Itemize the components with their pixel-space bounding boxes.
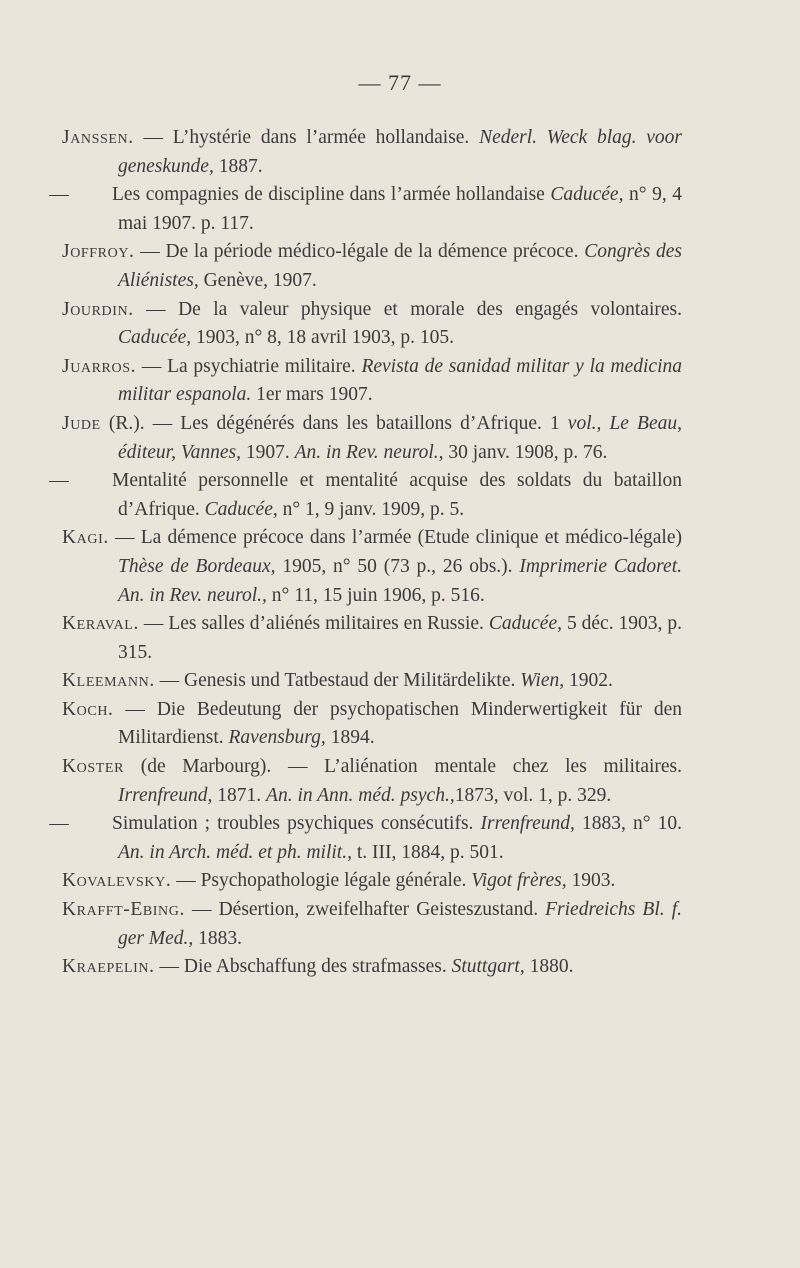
entry-source: Wien, — [520, 670, 565, 692]
entry-text: 1905, n° 50 (73 p., 26 obs.). — [275, 555, 520, 577]
entry-text: 1907. — [240, 441, 295, 463]
entry-text: 1871. — [212, 784, 267, 806]
entry-author: Jourdin. — [62, 298, 134, 320]
entry-author: Kraepelin. — [62, 956, 155, 978]
entry-source: An. in Ann. méd. psych., — [266, 784, 455, 806]
entry-source: Friedreichs Bl. f. ger Med., — [118, 899, 682, 949]
entry-author: Kleemann. — [62, 670, 155, 692]
bibliography-entry — [62, 867, 682, 896]
entry-text: (R.). — Les dégénérés dans les bataillons d’Afrique. 1 — [100, 412, 568, 434]
entry-text: t. III, 1884, p. 501. — [351, 841, 504, 863]
bibliography-entry — [62, 753, 682, 810]
repeat-author-dash: — — [49, 470, 69, 492]
bibliography-entry — [62, 524, 682, 610]
entry-author: Kagi. — [62, 527, 109, 549]
bibliography-entry — [62, 667, 682, 696]
bibliography-entry — [49, 181, 682, 238]
entry-source: Nederl. Weck blag. voor geneskunde, — [118, 127, 683, 177]
entry-text: n° 11, 15 juin 1906, p. 516. — [266, 584, 485, 606]
entry-text: 1902. — [564, 670, 613, 692]
bibliography-entry — [62, 353, 682, 410]
entry-text: 30 janv. 1908, p. 76. — [443, 441, 608, 463]
repeat-author-dash: — — [49, 813, 69, 835]
entry-text: Les compagnies de discipline dans l’armée hollandaise — [112, 184, 551, 206]
page-number: — 77 — — [358, 70, 442, 95]
bibliography-entry — [62, 410, 682, 467]
entry-source: Stuttgart, — [451, 956, 525, 978]
entry-source: Imprimerie Cadoret. An. in Rev. neurol., — [118, 555, 682, 606]
entry-source: Revista de sanidad militar y la medicina militar espanola. — [118, 355, 682, 406]
bibliography-entry — [62, 696, 682, 753]
entry-author: Janssen. — [62, 127, 134, 148]
entry-text: — La psychiatrie militaire. — [136, 355, 362, 377]
entry-text: — L’hystérie dans l’armée hollandaise. — [133, 127, 480, 148]
entry-source: Caducée, — [550, 184, 624, 206]
entry-text: — Désertion, zweifelhafter Geisteszustand. — [184, 899, 546, 921]
bibliography-entry — [62, 896, 682, 953]
bibliography-entry — [62, 124, 682, 181]
bibliography-list — [49, 124, 683, 982]
entry-author: Keraval. — [62, 613, 139, 635]
entry-text: Simulation ; troubles psychiques consécutifs. — [112, 813, 481, 835]
entry-text: Mentalité personnelle et mentalité acquise des soldats du bataillon d’Afrique. — [112, 470, 682, 520]
entry-text: 1903. — [566, 870, 616, 892]
entry-text: — Genesis und Tatbestaud der Militärdelikte. — [154, 670, 521, 692]
entry-text: 1883. — [193, 927, 243, 949]
entry-source: Caducée, — [204, 498, 278, 520]
entry-text: — Die Bedeutung der psychopatischen Minderwertigkeit für den Militardienst. — [113, 698, 682, 749]
bibliography-entry — [62, 953, 682, 982]
entry-text: 1er mars 1907. — [251, 384, 373, 406]
bibliography-entry — [62, 238, 682, 295]
entry-text: — La démence précoce dans l’armée (Etude clinique et médico-légale) — [108, 527, 682, 549]
entry-source: An. in Rev. neurol., — [294, 441, 444, 463]
entry-text: — Psychopathologie légale générale. — [171, 870, 472, 892]
entry-source: Congrès des Aliénistes, — [118, 241, 682, 291]
entry-author: Jude — [62, 412, 101, 434]
entry-source: Caducée, — [488, 613, 562, 635]
entry-author: Krafft-Ebing. — [62, 899, 185, 921]
entry-text: — De la période médico-légale de la démence précoce. — [134, 241, 585, 263]
entry-author: Koster — [62, 756, 125, 778]
entry-author: Joffroy. — [62, 241, 135, 263]
bibliography-entry — [62, 610, 682, 667]
entry-text: — Les salles d’aliénés militaires en Russie. — [138, 613, 489, 635]
entry-text: 1894. — [325, 727, 375, 749]
entry-text: 1873, vol. 1, p. 329. — [454, 784, 612, 806]
entry-text: 1883, n° 10. — [574, 813, 682, 835]
entry-source: vol., Le Beau, éditeur, Vannes, — [118, 412, 682, 463]
entry-source: Irrenfreund, — [480, 813, 575, 835]
entry-text: 1880. — [524, 956, 574, 978]
repeat-author-dash: — — [49, 184, 69, 206]
entry-source: Thèse de Bordeaux, — [118, 555, 276, 577]
entry-text: n° 1, 9 janv. 1909, p. 5. — [277, 498, 465, 520]
entry-author: Koch. — [62, 698, 114, 720]
entry-text: n° 9, 4 mai 1907. p. 117. — [118, 184, 682, 234]
bibliography-entry — [49, 810, 682, 867]
entry-source: Irrenfreund, — [118, 784, 213, 806]
entry-text: 5 déc. 1903, p. 315. — [118, 613, 682, 663]
bibliography-entry — [62, 296, 682, 353]
entry-text: — De la valeur physique et morale des engagés volontaires. — [133, 298, 682, 320]
entry-text: Genève, 1907. — [198, 269, 317, 291]
entry-text: 1887. — [213, 155, 263, 177]
entry-text: — Die Abschaffung des strafmasses. — [154, 956, 452, 978]
entry-text: (de Marbourg). — L’aliénation mentale chez les militaires. — [124, 756, 682, 778]
entry-source: An. in Arch. méd. et ph. milit., — [118, 841, 352, 863]
entry-text: 1903, n° 8, 18 avril 1903, p. 105. — [191, 327, 455, 349]
entry-author: Kovalevsky. — [62, 870, 172, 892]
entry-source: Ravensburg, — [228, 727, 326, 749]
entry-source: Vigot frères, — [471, 870, 567, 892]
entry-author: Juarros. — [62, 355, 137, 377]
entry-source: Caducée, — [118, 327, 192, 349]
bibliography-entry — [49, 467, 682, 524]
